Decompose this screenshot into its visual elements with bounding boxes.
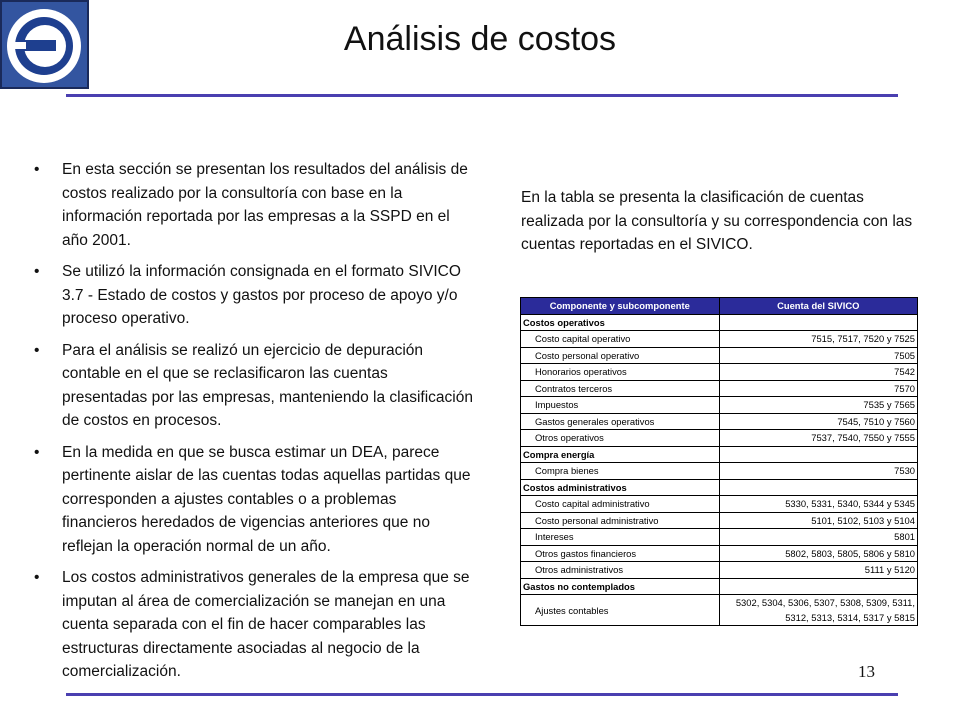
group-label-cell: Costos administrativos [521, 479, 720, 496]
subcomponent-cell: Honorarios operativos [521, 364, 720, 381]
sivico-account-cell: 7515, 7517, 7520 y 7525 [719, 331, 918, 348]
subcomponent-cell: Otros administrativos [521, 562, 720, 579]
table-row [521, 380, 918, 397]
sivico-account-cell [719, 578, 918, 595]
subcomponent-cell: Costo personal operativo [521, 347, 720, 364]
bullet-list [34, 158, 474, 692]
bullet-text: En esta sección se presentan los resultados del análisis de costos realizado por la consultoría con base en la información reportada por las empresas a la SSPD en el año 2001. [62, 161, 468, 249]
sivico-account-cell: 7542 [719, 364, 918, 381]
table-row [521, 529, 918, 546]
table-row [521, 413, 918, 430]
bullet-item [34, 158, 474, 252]
bullet-icon: • [34, 161, 40, 178]
column-header-sivico-account: Cuenta del SIVICO [719, 298, 918, 315]
sivico-account-cell: 7537, 7540, 7550 y 7555 [719, 430, 918, 447]
bullet-icon: • [34, 569, 40, 586]
table-row [521, 545, 918, 562]
bullet-item [34, 339, 474, 433]
sivico-account-cell: 5802, 5803, 5805, 5806 y 5810 [719, 545, 918, 562]
table-row [521, 331, 918, 348]
bullet-icon: • [34, 263, 40, 280]
cost-classification-table [520, 297, 918, 626]
subcomponent-cell: Gastos generales operativos [521, 413, 720, 430]
group-label-cell: Gastos no contemplados [521, 578, 720, 595]
page-title: Análisis de costos [343, 20, 617, 58]
sivico-account-cell: 7535 y 7565 [719, 397, 918, 414]
sivico-account-cell: 5801 [719, 529, 918, 546]
table-row [521, 595, 918, 626]
bullet-icon: • [34, 443, 40, 461]
sivico-account-cell: 7505 [719, 347, 918, 364]
sivico-account-cell [719, 314, 918, 331]
table-header-row [521, 298, 918, 315]
table-row [521, 512, 918, 529]
bullet-text: Se utilizó la información consignada en el formato SIVICO 3.7 - Estado de costos y gastos por proceso de apoyo y/o proceso operativo. [62, 263, 461, 327]
sivico-account-cell: 5302, 5304, 5306, 5307, 5308, 5309, 5311, 5312, 5313, 5314, 5317 y 5815 [719, 595, 918, 626]
subcomponent-cell: Otros operativos [521, 430, 720, 447]
bullet-item [34, 566, 474, 684]
bullet-text: Los costos administrativos generales de la empresa que se imputan al área de comercialización se manejan en una cuenta separada con el fin de hacer comparables las estructuras directamente asociadas al negocio de la comercialización. [62, 569, 470, 680]
header-divider [66, 94, 898, 97]
table-row [521, 347, 918, 364]
table-group-row [521, 314, 918, 331]
sivico-account-cell: 7570 [719, 380, 918, 397]
sivico-account-cell: 7545, 7510 y 7560 [719, 413, 918, 430]
sivico-account-cell [719, 479, 918, 496]
table-row [521, 430, 918, 447]
bullet-text: Para el análisis se realizó un ejercicio de depuración contable en el que se reclasificaron las cuentas presentadas por las empresas, manteniendo la clasificación de costos en procesos. [62, 341, 473, 429]
sivico-account-cell [719, 446, 918, 463]
table-group-row [521, 446, 918, 463]
subcomponent-cell: Contratos terceros [521, 380, 720, 397]
group-label-cell: Costos operativos [521, 314, 720, 331]
table-row [521, 364, 918, 381]
subcomponent-cell: Ajustes contables [521, 595, 720, 626]
bullet-item [34, 260, 474, 331]
subcomponent-cell: Otros gastos financieros [521, 545, 720, 562]
subcomponent-cell: Costo personal administrativo [521, 512, 720, 529]
footer-divider [66, 693, 898, 696]
subcomponent-cell: Costo capital operativo [521, 331, 720, 348]
sivico-account-cell: 5101, 5102, 5103 y 5104 [719, 512, 918, 529]
table-intro-text: En la tabla se presenta la clasificación de cuentas realizada por la consultoría y su correspondencia con las cuentas reportadas en el SIVICO. [521, 189, 913, 253]
bullet-item [34, 441, 474, 559]
bullet-icon: • [34, 341, 40, 359]
sivico-account-cell: 5330, 5331, 5340, 5344 y 5345 [719, 496, 918, 513]
column-header-component: Componente y subcomponente [521, 298, 720, 315]
table-row [521, 463, 918, 480]
table-group-row [521, 578, 918, 595]
bullet-text: En la medida en que se busca estimar un DEA, parece pertinente aislar de las cuentas todas aquellas partidas que corresponden a ajustes contables o a problemas financieros heredados de vigencias anteriores que no reflejan la operación normal de un año. [62, 443, 471, 555]
sivico-account-cell: 7530 [719, 463, 918, 480]
sivico-account-cell: 5111 y 5120 [719, 562, 918, 579]
table-row [521, 496, 918, 513]
table-group-row [521, 479, 918, 496]
subcomponent-cell: Impuestos [521, 397, 720, 414]
group-label-cell: Compra energía [521, 446, 720, 463]
table-row [521, 562, 918, 579]
subcomponent-cell: Costo capital administrativo [521, 496, 720, 513]
table-row [521, 397, 918, 414]
subcomponent-cell: Intereses [521, 529, 720, 546]
subcomponent-cell: Compra bienes [521, 463, 720, 480]
page-number: 13 [858, 662, 875, 681]
